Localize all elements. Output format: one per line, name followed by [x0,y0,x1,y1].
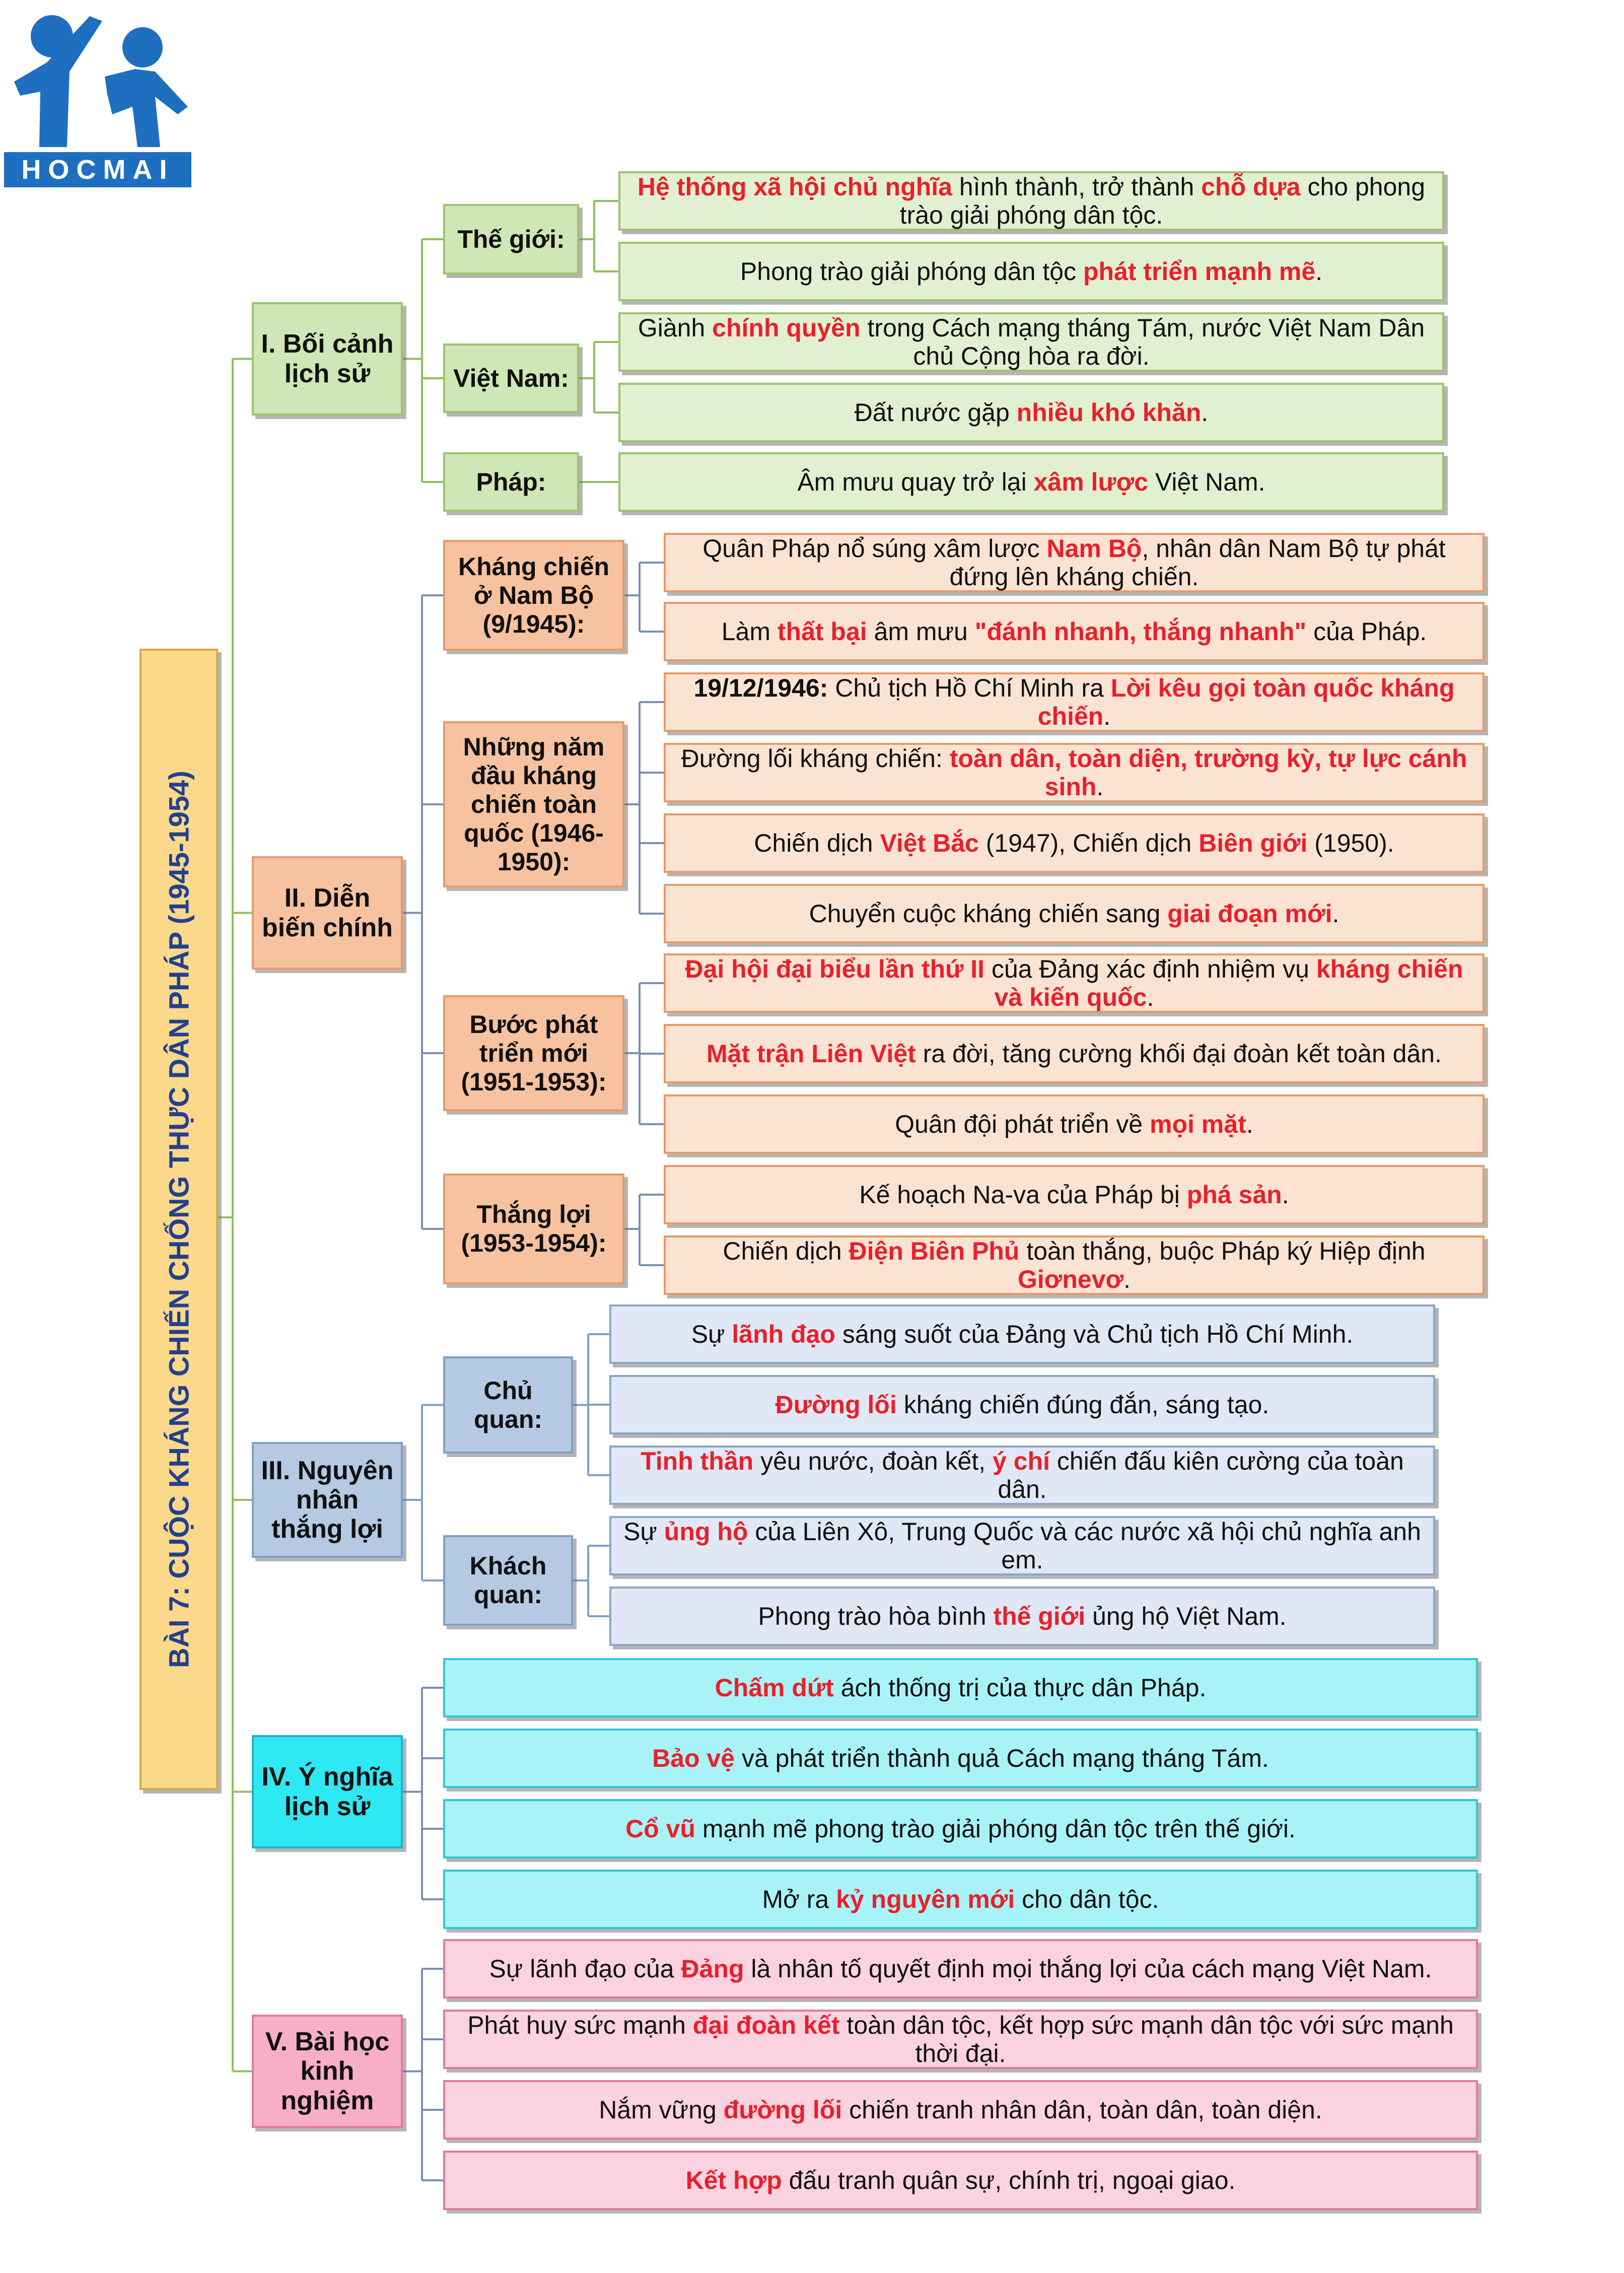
group-label: Chủ quan: [473,1376,543,1433]
leaf-box [609,1304,1435,1364]
section-box-2 [252,856,403,970]
group-box [443,1535,573,1626]
keyword-text: "đánh nhanh, thắng nhanh" [974,617,1307,646]
keyword-text: Bảo vệ [652,1744,735,1772]
plain-text: mạnh mẽ phong trào giải phóng dân tộc trên thế giới. [695,1815,1296,1843]
leaf-text [797,468,1265,496]
leaf-text [675,674,1473,730]
group-box [443,540,624,651]
keyword-text: Đại hội đại biểu lần thứ II [685,955,985,983]
leaf-box [618,452,1444,512]
keyword-text: ý chí [993,1447,1050,1475]
keyword-text: Hệ thống xã hội chủ nghĩa [637,173,952,201]
leaf-box [664,1024,1485,1083]
plain-text: toàn thắng, buộc Pháp ký Hiệp định [1019,1237,1426,1265]
lesson-title: BÀI 7: CUỘC KHÁNG CHIẾN CHỐNG THỰC DÂN PHÁP (1945-1954) [163,771,195,1668]
leaf-box [443,1729,1478,1788]
section-label: II. Diễn biến chính [262,883,393,942]
plain-text: trong Cách mạng tháng Tám, nước Việt Nam Dân chủ Cộng hòa ra đời. [860,314,1425,370]
leaf-box [618,171,1444,231]
group-label: Việt Nam: [453,364,569,392]
plain-text: Quân đội phát triển về [895,1110,1150,1138]
keyword-text: Chấm dứt [715,1674,834,1702]
keyword-text: Nam Bộ [1046,534,1142,563]
keyword-text: Giơnevơ [1018,1265,1124,1293]
leaf-box [664,1235,1485,1295]
keyword-text: chính quyền [712,314,861,342]
plain-text: Chiến dịch [723,1237,849,1265]
leaf-text [758,1602,1286,1630]
plain-text: Chủ tịch Hồ Chí Minh ra [828,674,1111,702]
leaf-box [664,672,1485,732]
plain-text: cho dân tộc. [1015,1885,1159,1913]
section-box-4 [252,1735,403,1848]
keyword-text: phá sản [1186,1181,1282,1209]
plain-text: cho phong trào giải phóng dân tộc. [899,173,1426,229]
leaf-text [675,1237,1473,1293]
leaf-box [664,602,1485,661]
leaf-text [620,1518,1424,1574]
leaf-box [443,2010,1478,2069]
keyword-text: Lời kêu gọi toàn quốc kháng chiến [1037,674,1455,730]
keyword-text: kỷ nguyên mới [836,1885,1015,1913]
leaf-text [489,1955,1432,1983]
leaf-box [664,1094,1485,1154]
plain-text: Mở ra [762,1885,836,1913]
section-box-5 [252,2015,403,2128]
leaf-box [443,1939,1478,1999]
plain-text: âm mưu [867,617,975,646]
group-label: Những năm đầu kháng chiến toàn quốc (1946-1950): [463,732,605,876]
plain-text: Đất nước gặp [854,398,1017,427]
leaf-text [629,173,1433,229]
group-box [443,721,624,887]
keyword-text: toàn dân, toàn diện, trường kỳ, tự lực cánh sinh [949,744,1467,801]
group-label: Kháng chiến ở Nam Bộ (9/1945): [458,552,610,638]
leaf-box [664,953,1485,1013]
group-box [443,1356,573,1454]
group-label: Thế giới: [457,225,565,253]
leaf-text [859,1181,1289,1209]
leaf-box [618,242,1444,301]
section-label: IV. Ý nghĩa lịch sử [261,1762,393,1821]
plain-text: Quân Pháp nổ súng xâm lược [702,534,1047,563]
group-box [443,204,579,274]
leaf-text [675,534,1473,591]
keyword-text: giai đoạn mới [1167,900,1332,928]
keyword-text: đường lối [723,2096,842,2124]
leaf-box [664,533,1485,592]
plain-text: Âm mưu quay trở lại [797,468,1034,496]
keyword-text: Cổ vũ [625,1815,695,1843]
leaf-box [609,1445,1435,1505]
keyword-text: thế giới [993,1602,1086,1630]
leaf-box [609,1516,1435,1575]
section-box-3 [252,1442,403,1558]
keyword-text: mọi mặt [1150,1110,1246,1138]
plain-text: Phong trào giải phóng dân tộc [740,257,1083,286]
leaf-box [443,2080,1478,2140]
plain-text: . [1315,257,1323,286]
plain-text: . [1096,773,1104,801]
plain-text: sáng suốt của Đảng và Chủ tịch Hồ Chí Minh. [835,1320,1354,1348]
plain-text: Chuyển cuộc kháng chiến sang [809,900,1168,928]
plain-text: . [1147,983,1154,1011]
plain-text: , nhân dân Nam Bộ tự phát đứng lên kháng chiến. [949,534,1446,591]
keyword-text: kháng chiến và kiến quốc [994,955,1463,1011]
plain-text: kháng chiến đúng đắn, sáng tạo. [896,1391,1269,1419]
leaf-text [715,1674,1207,1702]
plain-text: ủng hộ Việt Nam. [1085,1602,1287,1630]
leaf-box [443,1799,1478,1858]
plain-text: (1950). [1307,829,1394,857]
plain-text: là nhân tố quyết định mọi thắng lợi của cách mạng Việt Nam. [744,1955,1432,1983]
logo-text: HOCMAI [4,152,191,187]
keyword-text: thất bại [777,617,867,646]
leaf-text [754,829,1394,857]
leaf-text [629,314,1433,370]
leaf-text [895,1110,1253,1138]
plain-text: Phong trào hòa bình [758,1602,994,1630]
plain-text: của Đảng xác định nhiệm vụ [984,955,1316,983]
leaf-text [599,2096,1322,2124]
plain-text: . [1103,702,1111,730]
leaf-text [762,1885,1159,1913]
section-label: I. Bối cảnh lịch sử [261,329,394,388]
group-label: Bước phát triển mới (1951-1953): [461,1010,607,1096]
keyword-text: Biên giới [1198,829,1308,857]
leaf-box [443,1658,1478,1717]
plain-text: Làm [721,617,778,646]
plain-text: Kế hoạch Na-va của Pháp bị [859,1181,1187,1209]
plain-text: Giành [638,314,713,342]
keyword-text: Điện Biên Phủ [849,1237,1020,1265]
leaf-text [691,1320,1354,1348]
plain-text: Việt Nam. [1148,468,1265,496]
plain-text: ách thống trị của thực dân Pháp. [833,1674,1207,1702]
date-text: 19/12/1946: [693,674,828,702]
plain-text: toàn dân tộc, kết hợp sức mạnh dân tộc với sức mạnh thời đại. [839,2011,1454,2068]
plain-text: và phát triển thành quả Cách mạng tháng Tám. [735,1744,1269,1772]
keyword-text: nhiều khó khăn [1016,398,1202,427]
group-box [443,995,624,1111]
plain-text: Sự [691,1320,732,1348]
plain-text: (1947), Chiến dịch [978,829,1199,857]
leaf-box [664,884,1485,943]
leaf-box [618,312,1444,372]
leaf-text [855,398,1209,427]
plain-text: của Liên Xô, Trung Quốc và các nước xã hội chủ nghĩa anh em. [748,1518,1421,1574]
section-box-1 [252,302,403,416]
plain-text: Đường lối kháng chiến: [681,744,950,773]
keyword-text: phát triển mạnh mẽ [1083,257,1316,286]
section-label: V. Bài học kinh nghiệm [265,2027,390,2115]
keyword-text: Việt Bắc [880,829,979,857]
plain-text: chiến tranh nhân dân, toàn dân, toàn diện. [842,2096,1322,2124]
leaf-box [664,743,1485,802]
plain-text: yêu nước, đoàn kết, [753,1447,993,1475]
leaf-text [809,900,1339,928]
leaf-box [664,813,1485,873]
leaf-text [652,1744,1269,1772]
plain-text: Chiến dịch [754,829,880,857]
leaf-box [609,1375,1435,1434]
group-box [443,452,579,512]
keyword-text: Kết hợp [685,2166,782,2194]
keyword-text: lãnh đạo [732,1320,835,1348]
section-label: III. Nguyên nhân thắng lợi [261,1456,394,1544]
group-label: Khách quan: [469,1552,547,1609]
keyword-text: Tinh thần [641,1447,754,1475]
lesson-title-box [139,649,218,1790]
plain-text: ra đời, tăng cường khối đại đoàn kết toàn dân. [915,1040,1442,1068]
leaf-box [618,383,1444,442]
group-label: Thắng lợi (1953-1954): [461,1200,607,1257]
keyword-text: Đảng [681,1955,744,1983]
plain-text: . [1201,398,1209,427]
leaf-box [443,1870,1478,1929]
keyword-text: chỗ dựa [1201,173,1301,201]
plain-text: Phát huy sức mạnh [467,2011,693,2039]
leaf-text [722,617,1427,646]
plain-text: Sự lãnh đạo của [489,1955,681,1983]
keyword-text: Mặt trận Liên Việt [707,1040,916,1068]
plain-text: . [1246,1110,1253,1138]
leaf-box [664,1165,1485,1224]
keyword-text: xâm lược [1033,468,1149,496]
group-box [443,1174,624,1284]
plain-text: đấu tranh quân sự, chính trị, ngoại giao. [782,2166,1236,2194]
plain-text: . [1123,1265,1131,1293]
leaf-text [740,257,1322,286]
keyword-text: đại đoàn kết [692,2011,840,2039]
leaf-text [775,1391,1269,1419]
plain-text: hình thành, trở thành [952,173,1202,201]
plain-text: chiến đấu kiên cường của toàn dân. [998,1447,1404,1503]
plain-text: Nắm vững [599,2096,724,2124]
leaf-text [686,2166,1236,2194]
leaf-text [675,955,1473,1011]
leaf-box [609,1587,1435,1646]
leaf-text [625,1815,1296,1843]
leaf-text [707,1040,1442,1068]
plain-text: Sự [623,1518,664,1546]
keyword-text: ủng hộ [664,1518,748,1546]
group-label: Pháp: [476,467,546,496]
group-box [443,343,579,413]
leaf-text [675,744,1473,801]
leaf-text [620,1447,1424,1503]
leaf-text [454,2011,1467,2068]
keyword-text: Đường lối [775,1391,897,1419]
plain-text: của Pháp. [1306,617,1427,646]
plain-text: . [1332,900,1339,928]
leaf-box [443,2151,1478,2210]
plain-text: . [1282,1181,1289,1209]
